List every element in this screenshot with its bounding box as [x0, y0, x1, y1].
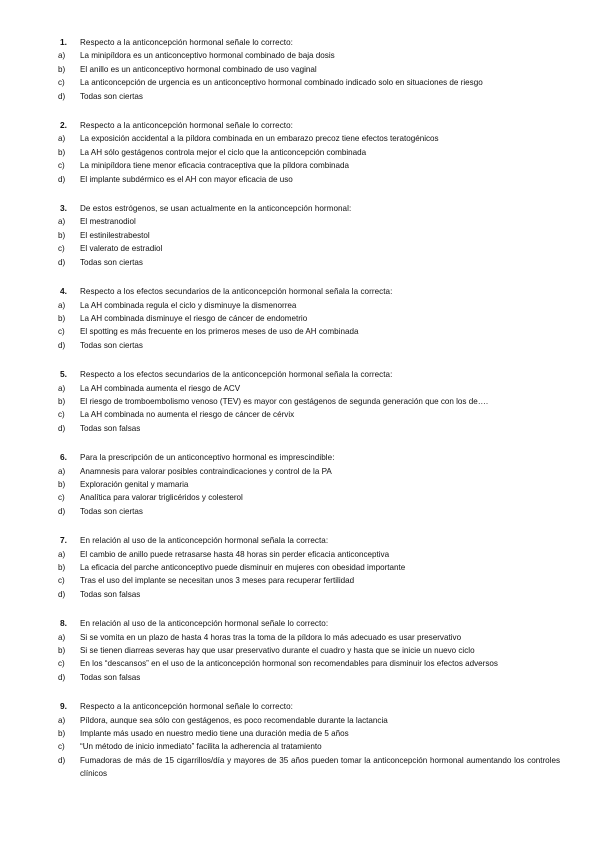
option-text: La AH combinada regula el ciclo y disminuye la dismenorrea: [80, 300, 297, 310]
question-8: [58, 617, 560, 684]
option-letter: b): [58, 64, 66, 74]
question-1: [58, 36, 560, 103]
question-2: [58, 119, 560, 186]
option-text: Analítica para valorar triglicéridos y colesterol: [80, 493, 243, 503]
option-letter: a): [58, 134, 66, 144]
option-letter: d): [58, 91, 66, 101]
option-text: Todas son ciertas: [80, 91, 143, 101]
option-letter: a): [58, 715, 66, 725]
option-letter: d): [58, 257, 66, 267]
question-stem: Respecto a la anticoncepción hormonal señale lo correcto:: [80, 121, 293, 131]
option-text: Fumadoras de más de 15 cigarrillos/día y mayores de 35 años pueden tomar la anticoncepción hormonal aumentando los controles clínicos: [80, 755, 560, 779]
question-4: [58, 285, 560, 352]
option-text: La minipíldora es un anticonceptivo hormonal combinado de baja dosis: [80, 51, 335, 61]
option-letter: b): [58, 230, 66, 240]
question-number: 6.: [60, 452, 67, 463]
option-text: La eficacia del parche anticonceptivo puede disminuir en mujeres con obesidad importante: [80, 563, 406, 572]
option-text: La AH sólo gestágenos controla mejor el ciclo que la anticoncepción combinada: [80, 147, 367, 157]
question-9: [58, 700, 560, 780]
option-text: El anillo es un anticonceptivo hormonal combinado de uso vaginal: [80, 64, 317, 74]
option-text: Si se vomita en un plazo de hasta 4 horas tras la toma de la píldora lo más adecuado es usar preservativo: [80, 632, 462, 642]
option-letter: d): [58, 423, 66, 433]
option-letter: a): [58, 51, 66, 61]
option-letter: d): [58, 174, 66, 184]
option-letter: c): [58, 78, 65, 88]
option-text: Todas son ciertas: [80, 257, 143, 267]
option-text: La AH combinada aumenta el riesgo de ACV: [80, 383, 241, 393]
option-text: El mestranodiol: [80, 217, 136, 227]
question-stem: En relación al uso de la anticoncepción hormonal señale lo correcto:: [80, 619, 329, 629]
option-text: El riesgo de tromboembolismo venoso (TEV) es mayor con gestágenos de segunda generación que con los de….: [80, 396, 489, 406]
option-text: El estinilestrabestol: [80, 230, 150, 240]
option-letter: c): [58, 742, 65, 752]
option-letter: d): [58, 755, 66, 765]
option-text: El implante subdérmico es el AH con mayor eficacia de uso: [80, 174, 293, 184]
question-number: 8.: [60, 618, 67, 629]
option-text: La exposición accidental a la píldora combinada en un embarazo precoz tiene efectos teratogénicos: [80, 134, 439, 144]
option-letter: c): [58, 410, 65, 420]
question-number: 5.: [60, 369, 67, 380]
option-letter: b): [58, 563, 66, 572]
option-text: “Un método de inicio inmediato” facilita la adherencia al tratamiento: [80, 742, 322, 752]
question-7: [58, 534, 560, 601]
option-letter: c): [58, 244, 65, 254]
question-5: [58, 368, 560, 435]
question-number: 1.: [60, 37, 67, 47]
option-text: La AH combinada disminuye el riesgo de cáncer de endometrio: [80, 313, 308, 323]
option-letter: c): [58, 659, 65, 669]
question-number: 9.: [60, 701, 67, 712]
option-text: El spotting es más frecuente en los primeros meses de uso de AH combinada: [80, 327, 359, 337]
question-number: 4.: [60, 286, 67, 297]
option-letter: b): [58, 646, 66, 656]
option-text: Píldora, aunque sea sólo con gestágenos, es poco recomendable durante la lactancia: [80, 715, 388, 725]
option-letter: d): [58, 340, 66, 350]
question-number: 2.: [60, 120, 67, 131]
option-letter: c): [58, 161, 65, 171]
option-text: El valerato de estradiol: [80, 244, 163, 254]
question-stem: Respecto a la anticoncepción hormonal señale lo correcto:: [80, 702, 293, 712]
option-text: La AH combinada no aumenta el riesgo de cáncer de cérvix: [80, 410, 295, 420]
option-text: Si se tienen diarreas severas hay que usar preservativo durante el cuadro y hasta que se inicie un nuevo ciclo: [80, 646, 475, 656]
option-letter: d): [58, 506, 66, 516]
option-letter: a): [58, 466, 66, 476]
option-text: Exploración genital y mamaria: [80, 479, 189, 489]
question-stem: Para la prescripción de un anticonceptivo hormonal es imprescindible:: [80, 453, 335, 463]
option-letter: a): [58, 549, 66, 559]
question-stem: Respecto a los efectos secundarios de la anticoncepción hormonal señala la correcta:: [80, 370, 393, 380]
option-letter: b): [58, 479, 66, 489]
option-letter: c): [58, 576, 65, 586]
option-letter: b): [58, 147, 66, 157]
option-letter: a): [58, 383, 66, 393]
option-text: Todas son ciertas: [80, 506, 143, 516]
option-letter: a): [58, 300, 66, 310]
question-number: 7.: [60, 535, 67, 546]
option-letter: b): [58, 313, 66, 323]
option-letter: c): [58, 327, 65, 337]
option-letter: c): [58, 493, 65, 503]
option-letter: a): [58, 632, 66, 642]
option-text: La anticoncepción de urgencia es un anticonceptivo hormonal combinado indicado solo en situaciones de riesgo: [80, 78, 483, 88]
option-text: Tras el uso del implante se necesitan unos 3 meses para recuperar fertilidad: [80, 576, 355, 586]
option-text: Todas son falsas: [80, 423, 141, 433]
question-stem: Respecto a los efectos secundarios de la anticoncepción hormonal señala la correcta:: [80, 287, 393, 297]
option-letter: b): [58, 396, 66, 406]
option-text: El cambio de anillo puede retrasarse hasta 48 horas sin perder eficacia anticonceptiva: [80, 549, 390, 559]
option-text: Todas son ciertas: [80, 340, 143, 350]
question-stem: Respecto a la anticoncepción hormonal señale lo correcto:: [80, 38, 293, 47]
option-text: Todas son falsas: [80, 589, 141, 599]
option-letter: a): [58, 217, 66, 227]
question-6: [58, 451, 560, 518]
option-letter: d): [58, 672, 66, 682]
question-number: 3.: [60, 203, 67, 214]
option-text: Todas son falsas: [80, 672, 141, 682]
option-text: Anamnesis para valorar posibles contraindicaciones y control de la PA: [80, 466, 332, 476]
option-letter: b): [58, 729, 66, 739]
option-text: La minipíldora tiene menor eficacia contraceptiva que la píldora combinada: [80, 161, 350, 171]
question-3: [58, 202, 560, 269]
question-stem: De estos estrógenos, se usan actualmente en la anticoncepción hormonal:: [80, 204, 352, 214]
option-letter: d): [58, 589, 66, 599]
question-stem: En relación al uso de la anticoncepción hormonal señala la correcta:: [80, 536, 329, 546]
option-text: Implante más usado en nuestro medio tiene una duración media de 5 años: [80, 729, 349, 739]
option-text: En los “descansos” en el uso de la anticoncepción hormonal son recomendables para disminuir los efectos adversos: [80, 659, 498, 669]
